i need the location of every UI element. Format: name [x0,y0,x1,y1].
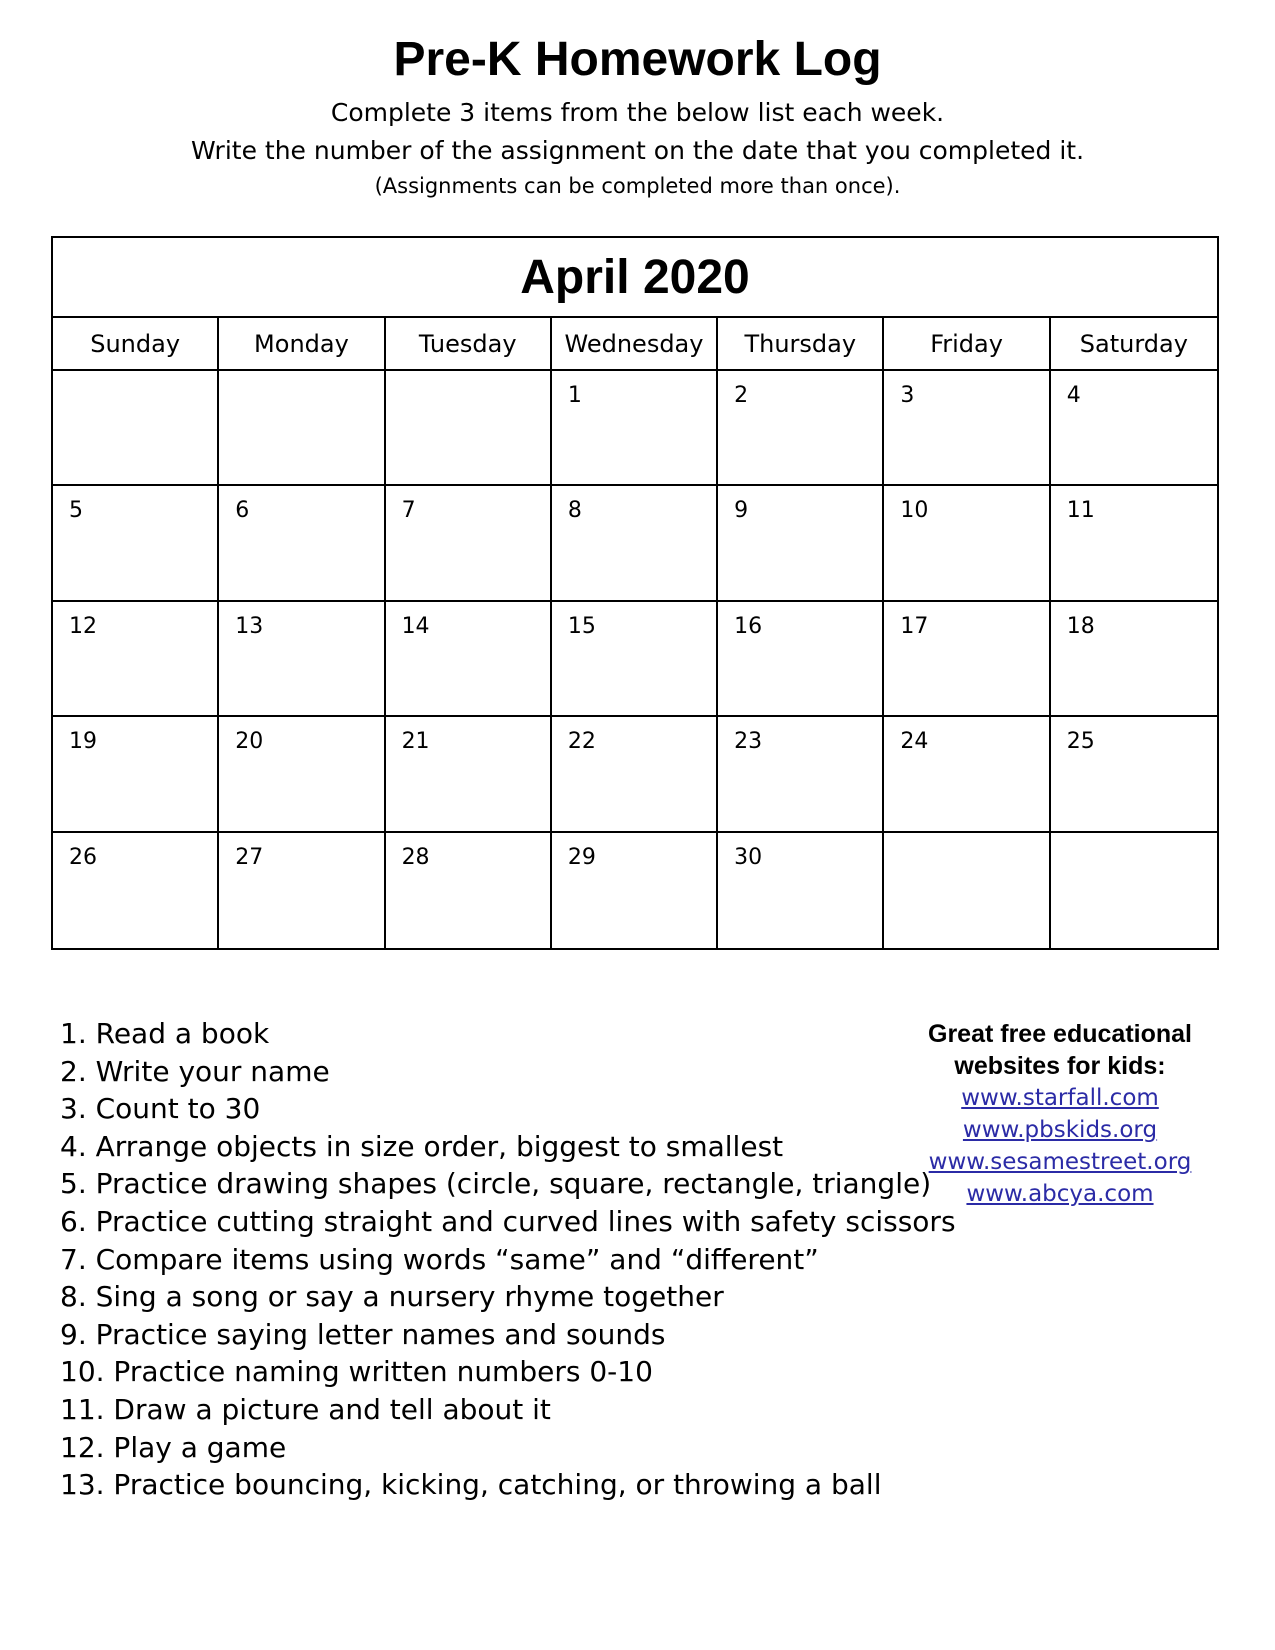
calendar-day-cell[interactable]: 3 [884,371,1050,486]
weekday-wednesday: Wednesday [552,318,718,369]
calendar-day-cell[interactable]: 26 [53,833,219,948]
assignment-item: 13. Practice bouncing, kicking, catching, or throwing a ball [60,1468,882,1502]
calendar-day-cell[interactable]: 17 [884,602,1050,717]
assignment-item: 10. Practice naming written numbers 0-10 [60,1355,653,1389]
websites-panel [910,1018,1210,1210]
calendar-day-cell[interactable] [219,371,385,486]
calendar-day-cell[interactable]: 6 [219,486,385,601]
assignment-item: 2. Write your name [60,1054,330,1088]
calendar-day-cell[interactable]: 25 [1051,717,1217,832]
calendar-day-cell[interactable]: 13 [219,602,385,717]
calendar-day-cell[interactable]: 1 [552,371,718,486]
calendar-day-cell[interactable]: 28 [386,833,552,948]
calendar-day-cell[interactable]: 2 [718,371,884,486]
starfall-link[interactable]: www.starfall.com [961,1085,1159,1111]
calendar-day-cell[interactable]: 15 [552,602,718,717]
calendar-day-cell[interactable] [1051,833,1217,948]
weekday-tuesday: Tuesday [386,318,552,369]
calendar-day-cell[interactable]: 21 [386,717,552,832]
header [0,30,1275,202]
assignment-list [60,1015,956,1504]
weekday-sunday: Sunday [53,318,219,369]
calendar-day-cell[interactable]: 14 [386,602,552,717]
calendar-day-cell[interactable]: 30 [718,833,884,948]
abcya-link[interactable]: www.abcya.com [966,1181,1154,1207]
assignment-item: 3. Count to 30 [60,1092,261,1126]
calendar-day-cell[interactable]: 16 [718,602,884,717]
calendar-day-cell[interactable]: 4 [1051,371,1217,486]
calendar-day-cell[interactable]: 19 [53,717,219,832]
calendar-day-cell[interactable] [884,833,1050,948]
websites-heading-line-2: websites for kids: [954,1052,1166,1080]
calendar-day-cell[interactable]: 11 [1051,486,1217,601]
calendar-day-cell[interactable]: 24 [884,717,1050,832]
calendar-day-cell[interactable]: 8 [552,486,718,601]
calendar-day-cell[interactable]: 20 [219,717,385,832]
calendar-day-cell[interactable] [386,371,552,486]
instruction-line-2: Write the number of the assignment on the date that you completed it. [190,136,1085,165]
assignment-item: 1. Read a book [60,1017,270,1050]
assignment-item: 4. Arrange objects in size order, biggest to smallest [60,1129,784,1163]
calendar-day-cell[interactable]: 10 [884,486,1050,601]
calendar-day-cell[interactable]: 23 [718,717,884,832]
calendar-month-title: April 2020 [53,238,1217,318]
pbskids-link[interactable]: www.pbskids.org [962,1117,1158,1143]
instruction-line-1: Complete 3 items from the below list each week. [330,98,945,127]
assignment-item: 12. Play a game [60,1430,287,1464]
calendar [51,236,1219,950]
calendar-day-cell[interactable]: 9 [718,486,884,601]
calendar-day-cell[interactable]: 12 [53,602,219,717]
calendar-day-cell[interactable]: 27 [219,833,385,948]
weekday-header-row [53,318,1217,371]
websites-heading-line-1: Great free educational [928,1020,1192,1048]
assignment-item: 11. Draw a picture and tell about it [60,1392,551,1426]
assignment-item: 6. Practice cutting straight and curved lines with safety scissors [60,1204,956,1238]
weekday-saturday: Saturday [1079,329,1188,358]
calendar-grid [53,371,1217,948]
assignment-item: 9. Practice saying letter names and sounds [60,1317,666,1351]
calendar-day-cell[interactable] [53,371,219,486]
instruction-note: (Assignments can be completed more than once). [374,174,901,198]
weekday-thursday: Thursday [718,318,884,369]
weekday-monday: Monday [219,318,385,369]
calendar-day-cell[interactable]: 18 [1051,602,1217,717]
assignment-item: 8. Sing a song or say a nursery rhyme together [60,1280,724,1314]
calendar-day-cell[interactable]: 5 [53,486,219,601]
calendar-day-cell[interactable]: 29 [552,833,718,948]
sesamestreet-link[interactable]: www.sesamestreet.org [928,1149,1192,1175]
calendar-day-cell[interactable]: 22 [552,717,718,832]
assignment-item: 7. Compare items using words “same” and “different” [60,1242,819,1276]
calendar-day-cell[interactable]: 7 [386,486,552,601]
page-title: Pre-K Homework Log [393,33,882,86]
weekday-friday: Friday [884,318,1050,369]
assignment-item: 5. Practice drawing shapes (circle, square, rectangle, triangle) [60,1167,932,1201]
